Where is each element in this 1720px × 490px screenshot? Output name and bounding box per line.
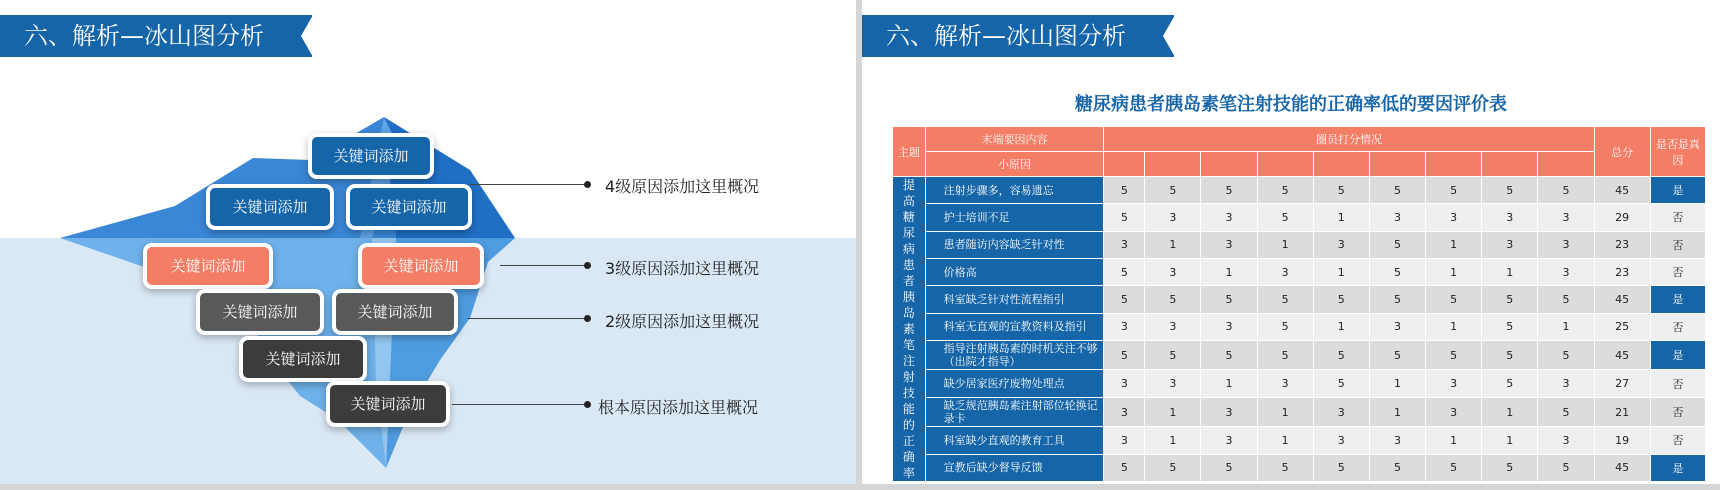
score-cell: 5 — [1369, 231, 1425, 258]
header-cause-group: 末端要因内容 — [925, 127, 1104, 152]
score-cell: 5 — [1257, 204, 1313, 231]
keyword-box-tier3-left: 关键词添加 — [147, 247, 269, 285]
score-cell: 3 — [1104, 397, 1145, 427]
total-cell: 45 — [1594, 340, 1650, 370]
score-cell: 5 — [1257, 340, 1313, 370]
table-title: 糖尿病患者胰岛素笔注射技能的正确率低的要因评价表 — [1075, 94, 1507, 115]
header-score-slot — [1201, 152, 1257, 177]
score-cell: 5 — [1313, 340, 1369, 370]
note-level2: 2级原因添加这里概况 — [605, 312, 760, 331]
keyword-box-tier4-top: 关键词添加 — [312, 137, 430, 175]
score-cell: 5 — [1257, 454, 1313, 481]
score-cell: 1 — [1369, 370, 1425, 397]
score-cell: 5 — [1145, 177, 1201, 204]
table-row — [893, 313, 1706, 340]
score-cell: 5 — [1104, 340, 1145, 370]
score-cell: 5 — [1313, 177, 1369, 204]
score-cell: 3 — [1104, 370, 1145, 397]
score-cell: 1 — [1538, 313, 1594, 340]
score-cell: 3 — [1145, 204, 1201, 231]
score-cell: 5 — [1104, 204, 1145, 231]
table-row — [893, 397, 1706, 427]
score-cell: 5 — [1538, 177, 1594, 204]
header-score-slot — [1369, 152, 1425, 177]
table-row — [893, 231, 1706, 258]
score-cell: 5 — [1426, 286, 1482, 313]
score-cell: 1 — [1257, 427, 1313, 454]
note-root: 根本原因添加这里概况 — [598, 398, 759, 417]
score-cell: 3 — [1538, 370, 1594, 397]
score-cell: 3 — [1426, 370, 1482, 397]
score-cell: 3 — [1104, 313, 1145, 340]
total-cell: 45 — [1594, 177, 1650, 204]
score-cell: 5 — [1257, 313, 1313, 340]
score-cell: 5 — [1104, 286, 1145, 313]
score-cell: 1 — [1426, 231, 1482, 258]
leader-line-root — [452, 404, 588, 405]
is-real-cell: 否 — [1650, 258, 1705, 285]
total-cell: 29 — [1594, 204, 1650, 231]
is-real-cell: 否 — [1650, 313, 1705, 340]
table-row — [893, 177, 1706, 204]
total-cell: 23 — [1594, 231, 1650, 258]
note-level3: 3级原因添加这里概况 — [605, 259, 760, 278]
score-cell: 3 — [1201, 204, 1257, 231]
table-row — [893, 427, 1706, 454]
keyword-box-tier4-left: 关键词添加 — [210, 188, 330, 226]
topic-cell: 提高糖尿病患者胰岛素笔注射技能的正确率 — [893, 177, 926, 482]
score-cell: 5 — [1201, 340, 1257, 370]
keyword-box-tier1: 关键词添加 — [243, 340, 363, 378]
score-cell: 1 — [1257, 397, 1313, 427]
note-level4: 4级原因添加这里概况 — [605, 177, 760, 196]
score-cell: 1 — [1482, 397, 1538, 427]
total-cell: 21 — [1594, 397, 1650, 427]
keyword-box-tier4-right: 关键词添加 — [350, 188, 468, 226]
is-real-cell: 否 — [1650, 397, 1705, 427]
cause-cell: 患者随访内容缺乏针对性 — [925, 231, 1104, 258]
score-cell: 3 — [1482, 204, 1538, 231]
is-real-cell: 是 — [1650, 454, 1705, 481]
score-cell: 5 — [1538, 286, 1594, 313]
score-cell: 1 — [1313, 204, 1369, 231]
cause-cell: 指导注射胰岛素的时机关注不够（出院才指导） — [925, 340, 1104, 370]
score-cell: 1 — [1145, 397, 1201, 427]
score-cell: 3 — [1538, 231, 1594, 258]
header-total: 总分 — [1594, 127, 1650, 177]
cause-cell: 科室无直观的宣教资料及指引 — [925, 313, 1104, 340]
score-cell: 5 — [1257, 286, 1313, 313]
cause-cell: 注射步骤多，容易遗忘 — [925, 177, 1104, 204]
cause-cell: 价格高 — [925, 258, 1104, 285]
score-cell: 5 — [1369, 258, 1425, 285]
score-cell: 3 — [1257, 370, 1313, 397]
table-row — [893, 204, 1706, 231]
score-cell: 3 — [1313, 397, 1369, 427]
score-cell: 3 — [1145, 313, 1201, 340]
table-row — [893, 286, 1706, 313]
score-cell: 1 — [1482, 427, 1538, 454]
total-cell: 45 — [1594, 454, 1650, 481]
is-real-cell: 否 — [1650, 231, 1705, 258]
score-cell: 5 — [1145, 454, 1201, 481]
score-cell: 3 — [1538, 258, 1594, 285]
cause-cell: 宣教后缺少督导反馈 — [925, 454, 1104, 481]
score-cell: 5 — [1313, 454, 1369, 481]
score-cell: 5 — [1369, 286, 1425, 313]
table-row — [893, 370, 1706, 397]
score-cell: 5 — [1369, 177, 1425, 204]
score-cell: 3 — [1426, 204, 1482, 231]
leader-line-level2 — [468, 318, 588, 319]
score-cell: 1 — [1369, 397, 1425, 427]
score-cell: 3 — [1104, 231, 1145, 258]
score-cell: 5 — [1257, 177, 1313, 204]
cause-cell: 缺少居家医疗废物处理点 — [925, 370, 1104, 397]
score-cell: 3 — [1145, 370, 1201, 397]
is-real-cell: 是 — [1650, 286, 1705, 313]
score-cell: 5 — [1369, 340, 1425, 370]
score-cell: 3 — [1201, 427, 1257, 454]
leader-line-level4 — [470, 184, 588, 185]
score-cell: 1 — [1426, 427, 1482, 454]
keyword-box-tier2-right: 关键词添加 — [336, 293, 454, 331]
score-cell: 5 — [1104, 454, 1145, 481]
cause-cell: 护士培训不足 — [925, 204, 1104, 231]
header-score-slot — [1482, 152, 1538, 177]
score-cell: 5 — [1313, 286, 1369, 313]
score-cell: 1 — [1145, 427, 1201, 454]
header-row-1 — [893, 127, 1706, 152]
score-cell: 5 — [1482, 454, 1538, 481]
keyword-box-root: 关键词添加 — [330, 385, 446, 423]
score-cell: 1 — [1201, 258, 1257, 285]
table-row — [893, 340, 1706, 370]
score-cell: 3 — [1313, 427, 1369, 454]
score-cell: 1 — [1482, 258, 1538, 285]
score-cell: 5 — [1201, 177, 1257, 204]
score-cell: 1 — [1313, 258, 1369, 285]
score-cell: 1 — [1257, 231, 1313, 258]
score-cell: 5 — [1482, 286, 1538, 313]
header-sub-cause: 小原因 — [925, 152, 1104, 177]
header-score-slot — [1538, 152, 1594, 177]
score-cell: 3 — [1369, 313, 1425, 340]
score-cell: 5 — [1482, 370, 1538, 397]
total-cell: 25 — [1594, 313, 1650, 340]
score-cell: 3 — [1313, 231, 1369, 258]
header-score-slot — [1104, 152, 1145, 177]
cause-cell: 科室缺少直观的教育工具 — [925, 427, 1104, 454]
score-cell: 3 — [1201, 231, 1257, 258]
score-cell: 5 — [1426, 454, 1482, 481]
score-cell: 5 — [1104, 177, 1145, 204]
score-cell: 3 — [1482, 231, 1538, 258]
score-cell: 5 — [1426, 340, 1482, 370]
total-cell: 19 — [1594, 427, 1650, 454]
keyword-box-tier2-left: 关键词添加 — [200, 293, 320, 331]
score-cell: 5 — [1482, 340, 1538, 370]
total-cell: 23 — [1594, 258, 1650, 285]
score-cell: 5 — [1482, 177, 1538, 204]
keyword-box-tier3-right: 关键词添加 — [362, 247, 480, 285]
is-real-cell: 否 — [1650, 370, 1705, 397]
score-cell: 3 — [1369, 427, 1425, 454]
total-cell: 27 — [1594, 370, 1650, 397]
header-scoring: 圈员打分情况 — [1104, 127, 1594, 152]
score-cell: 5 — [1369, 454, 1425, 481]
header-topic: 主题 — [893, 127, 926, 177]
score-cell: 5 — [1538, 397, 1594, 427]
slide-title: 六、解析—冰山图分析 — [862, 15, 1174, 57]
score-cell: 1 — [1426, 258, 1482, 285]
score-cell: 3 — [1104, 427, 1145, 454]
header-is-real: 是否是真因 — [1650, 127, 1705, 177]
score-cell: 5 — [1426, 177, 1482, 204]
score-cell: 5 — [1482, 313, 1538, 340]
score-cell: 3 — [1369, 204, 1425, 231]
score-cell: 3 — [1538, 204, 1594, 231]
score-cell: 5 — [1538, 340, 1594, 370]
table-row — [893, 454, 1706, 481]
score-cell: 5 — [1201, 454, 1257, 481]
score-cell: 5 — [1104, 258, 1145, 285]
score-cell: 1 — [1313, 313, 1369, 340]
score-cell: 1 — [1426, 313, 1482, 340]
iceberg-slide — [0, 0, 856, 484]
is-real-cell: 是 — [1650, 340, 1705, 370]
total-cell: 45 — [1594, 286, 1650, 313]
header-score-slot — [1257, 152, 1313, 177]
header-score-slot — [1145, 152, 1201, 177]
is-real-cell: 否 — [1650, 204, 1705, 231]
score-cell: 3 — [1145, 258, 1201, 285]
header-score-slot — [1313, 152, 1369, 177]
is-real-cell: 否 — [1650, 427, 1705, 454]
score-cell: 3 — [1201, 397, 1257, 427]
cause-cell: 缺乏规范胰岛素注射部位轮换记录卡 — [925, 397, 1104, 427]
score-cell: 3 — [1538, 427, 1594, 454]
score-cell: 5 — [1538, 454, 1594, 481]
score-cell: 1 — [1201, 370, 1257, 397]
evaluation-table-slide — [862, 0, 1720, 484]
slide-title: 六、解析—冰山图分析 — [0, 15, 312, 57]
score-cell: 3 — [1426, 397, 1482, 427]
header-score-slot — [1426, 152, 1482, 177]
table-row — [893, 258, 1706, 285]
header-row-2 — [893, 152, 1706, 177]
leader-line-level3 — [500, 265, 588, 266]
score-cell: 3 — [1201, 313, 1257, 340]
score-cell: 5 — [1313, 370, 1369, 397]
score-cell: 3 — [1257, 258, 1313, 285]
score-cell: 1 — [1145, 231, 1201, 258]
evaluation-table — [892, 126, 1706, 482]
score-cell: 5 — [1145, 340, 1201, 370]
cause-cell: 科室缺乏针对性流程指引 — [925, 286, 1104, 313]
is-real-cell: 是 — [1650, 177, 1705, 204]
score-cell: 5 — [1145, 286, 1201, 313]
score-cell: 5 — [1201, 286, 1257, 313]
